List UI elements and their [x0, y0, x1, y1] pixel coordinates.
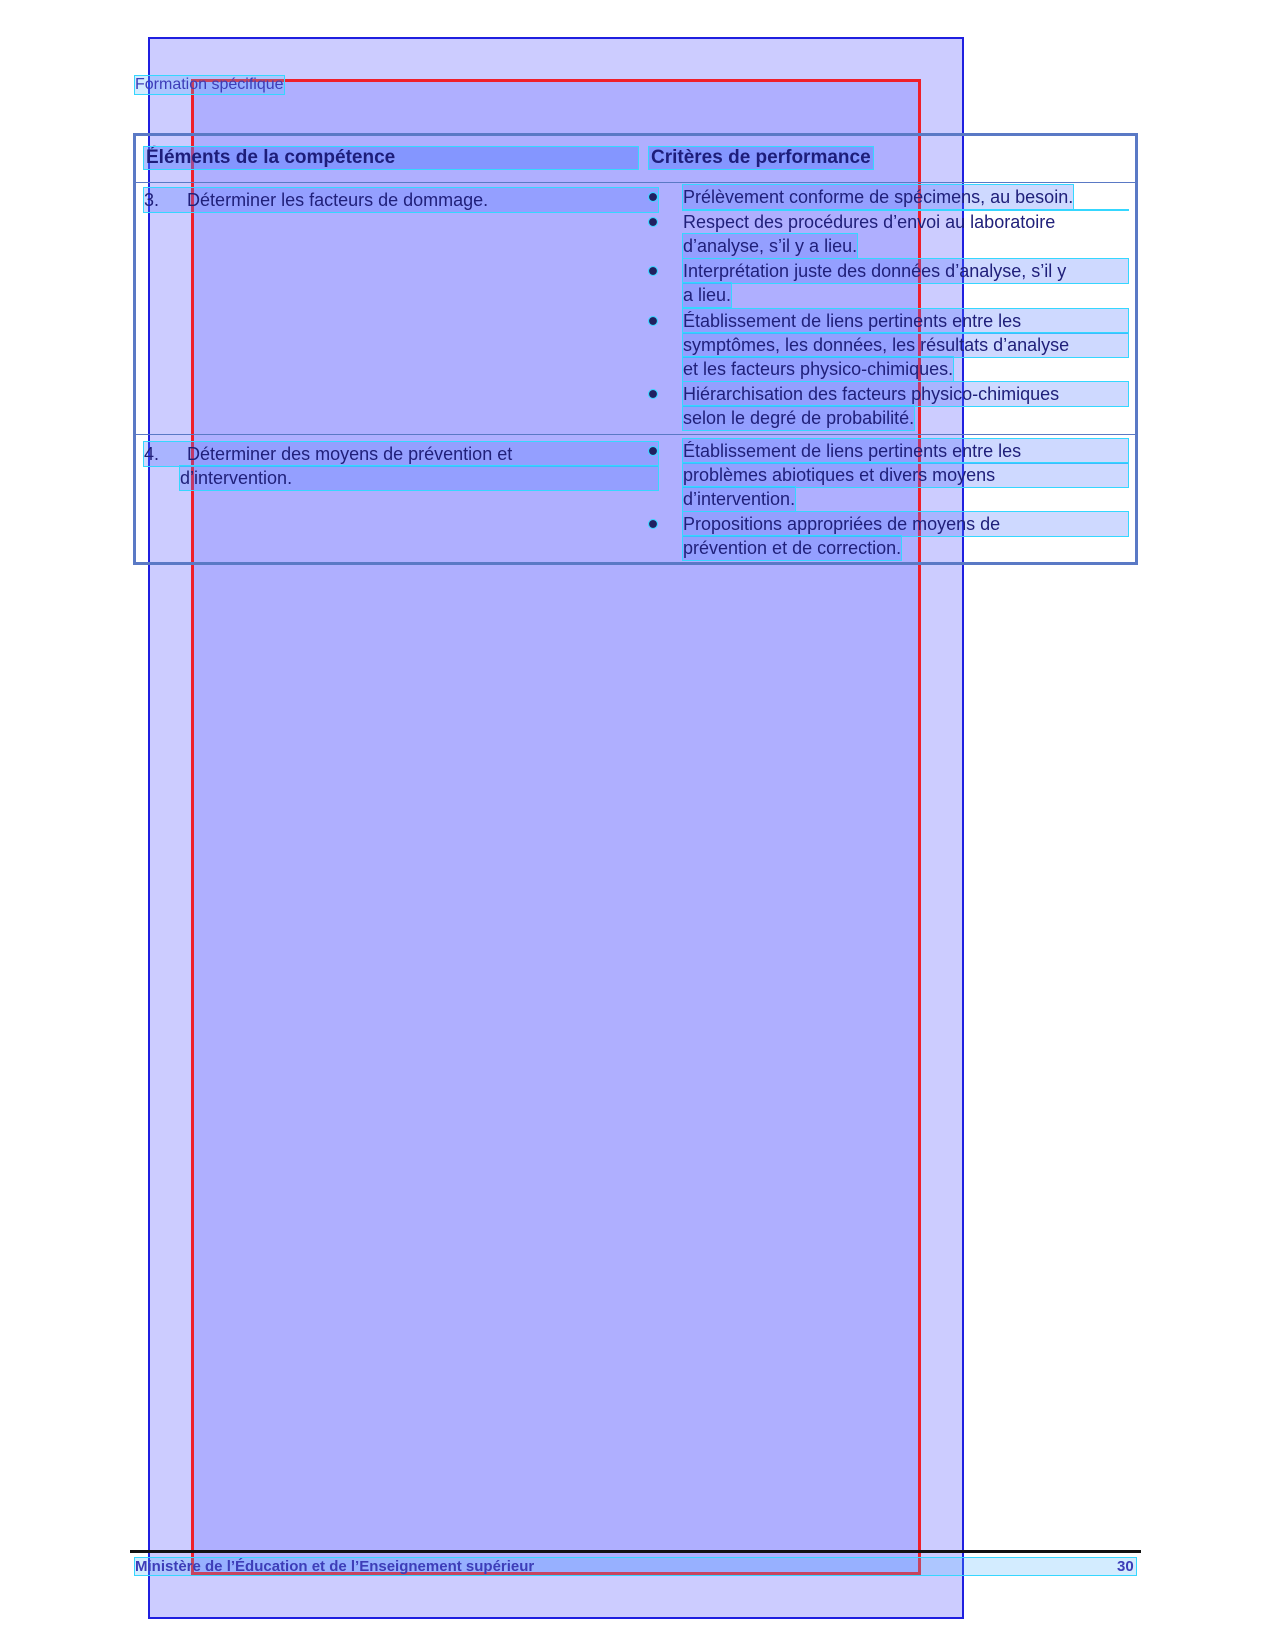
row-divider [136, 434, 1135, 435]
criteria-line: Établissement de liens pertinents entre les [683, 439, 1128, 463]
element-text: Déterminer des moyens de prévention et [187, 444, 513, 464]
criteria-line: prévention et de correction. [683, 538, 902, 558]
footer-ministry: Ministère de l’Éducation et de l’Enseignement supérieur [135, 1558, 1136, 1575]
bullet-icon [649, 193, 657, 201]
criteria-line: Prélèvement conforme de spécimens, au besoin. [683, 187, 1074, 207]
footer-rule [130, 1550, 1141, 1553]
bullet-icon [649, 317, 657, 325]
element-text: Déterminer les facteurs de dommage. [187, 190, 489, 210]
criteria-line-text: Respect des procédures d’envoi au laboratoire [683, 212, 1056, 232]
element-number: 4. [144, 444, 160, 464]
criteria-line: Hiérarchisation des facteurs physico-chimiques [683, 382, 1128, 406]
criteria-line: Établissement de liens pertinents entre les [683, 309, 1128, 333]
page-header: Formation spécifique [135, 76, 284, 93]
bullet-icon [649, 218, 657, 226]
criteria-line: d’intervention. [683, 489, 796, 509]
element-row-3 [144, 188, 658, 212]
bullet-icon [649, 447, 657, 455]
table-header-row [136, 136, 1135, 183]
criteria-line: et les facteurs physico-chimiques. [683, 359, 954, 379]
criteria-line: problèmes abiotiques et divers moyens [683, 463, 1128, 487]
bullet-icon [649, 520, 657, 528]
bullet-icon [649, 390, 657, 398]
element-row-4 [144, 442, 658, 466]
criteria-line: Interprétation juste des données d’analyse, s’il y [683, 259, 1128, 283]
criteria-line: selon le degré de probabilité. [683, 408, 915, 428]
criteria-line: Propositions appropriées de moyens de [683, 512, 1128, 536]
element-number: 3. [144, 190, 160, 210]
page-number: 30 [1117, 1558, 1134, 1575]
criteria-line: a lieu. [683, 285, 732, 305]
criteria-line: symptômes, les données, les résultats d’analyse [683, 333, 1128, 357]
element-row-4-continuation: d’intervention. [180, 466, 658, 490]
column-header-elements: Éléments de la compétence [144, 147, 638, 169]
column-header-criteria: Critères de performance [651, 147, 871, 168]
justified-line [683, 210, 1128, 234]
criteria-line: d’analyse, s’il y a lieu. [683, 236, 858, 256]
competence-table [133, 133, 1138, 565]
bullet-icon [649, 267, 657, 275]
